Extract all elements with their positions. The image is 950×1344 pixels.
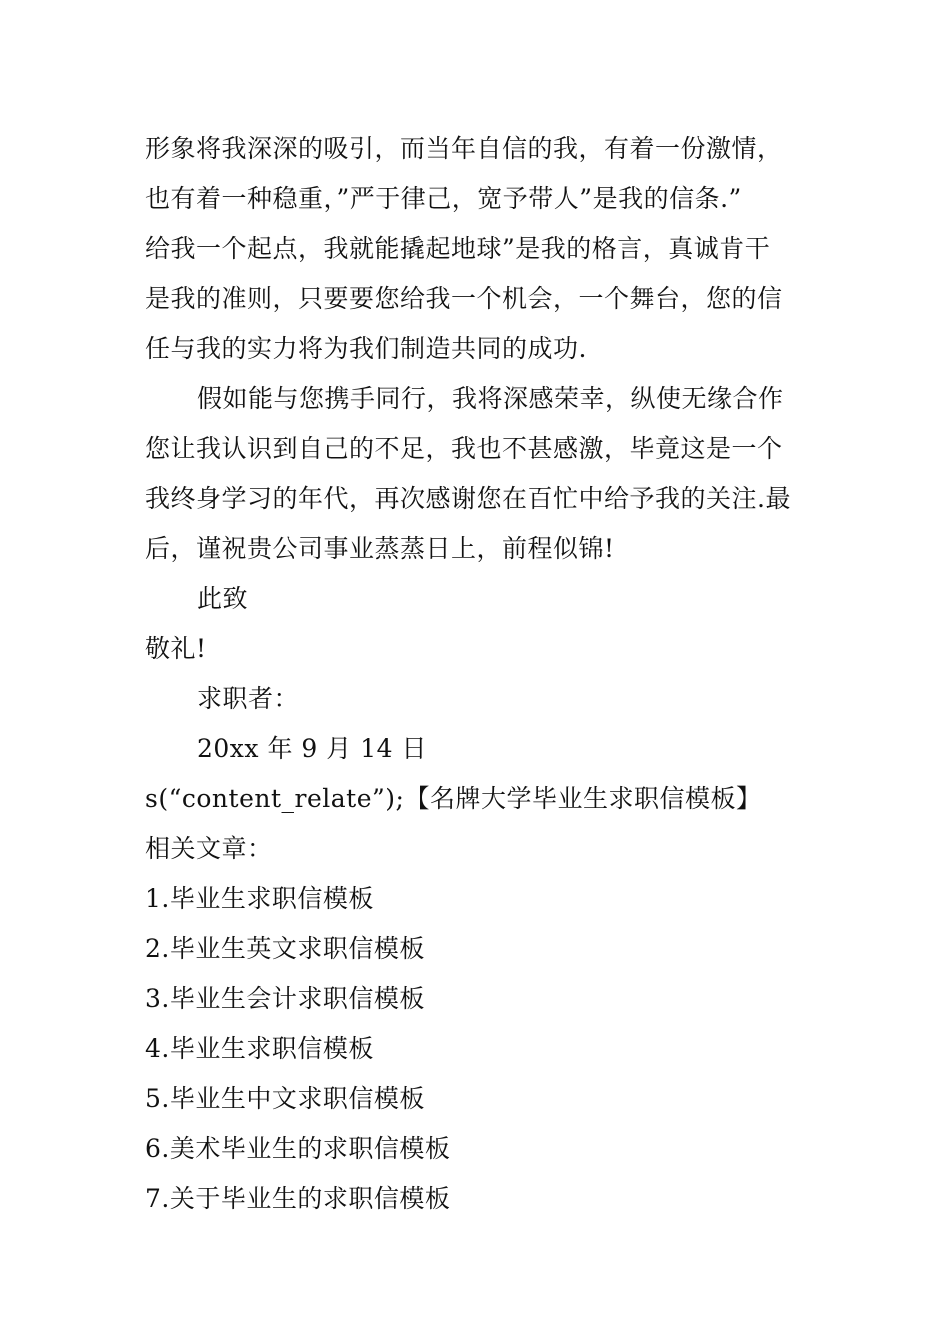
related-link-3[interactable]: 3.毕业生会计求职信模板 xyxy=(145,984,425,1013)
closing-regards: 敬礼! xyxy=(145,634,207,663)
paragraph-1-line-3: 给我一个起点，我就能撬起地球”是我的格言，真诚肯干 xyxy=(145,234,771,263)
paragraph-2-line-3: 我终身学习的年代，再次感谢您在百忙中给予我的关注.最 xyxy=(145,484,791,513)
related-link-7[interactable]: 7.关于毕业生的求职信模板 xyxy=(145,1184,451,1213)
paragraph-1-line-5: 任与我的实力将为我们制造共同的成功. xyxy=(145,334,587,363)
applicant-label: 求职者： xyxy=(197,684,300,713)
paragraph-1-line-1: 形象将我深深的吸引，而当年自信的我，有着一份激情， xyxy=(145,134,783,163)
paragraph-2-line-2: 您让我认识到自己的不足，我也不甚感激，毕竟这是一个 xyxy=(145,434,783,463)
paragraph-2-line-4: 后，谨祝贵公司事业蒸蒸日上，前程似锦! xyxy=(145,534,615,563)
related-link-5[interactable]: 5.毕业生中文求职信模板 xyxy=(145,1084,425,1113)
closing-salutation: 此致 xyxy=(197,584,249,613)
letter-date: 20xx 年 9 月 14 日 xyxy=(197,734,427,763)
paragraph-1-line-2: 也有着一种稳重，”严于律己，宽予带人”是我的信条.” xyxy=(145,184,742,213)
paragraph-2-line-1: 假如能与您携手同行，我将深感荣幸，纵使无缘合作 xyxy=(197,384,784,413)
letter-body xyxy=(145,124,805,1224)
related-link-6[interactable]: 6.美术毕业生的求职信模板 xyxy=(145,1134,451,1163)
related-heading: 相关文章： xyxy=(145,834,273,863)
paragraph-1-line-4: 是我的准则，只要要您给我一个机会，一个舞台，您的信 xyxy=(145,284,783,313)
related-link-2[interactable]: 2.毕业生英文求职信模板 xyxy=(145,934,425,963)
related-link-1[interactable]: 1.毕业生求职信模板 xyxy=(145,884,374,913)
related-link-4[interactable]: 4.毕业生求职信模板 xyxy=(145,1034,374,1063)
related-script-line: s(“content_relate”);【名牌大学毕业生求职信模板】 xyxy=(145,784,762,813)
